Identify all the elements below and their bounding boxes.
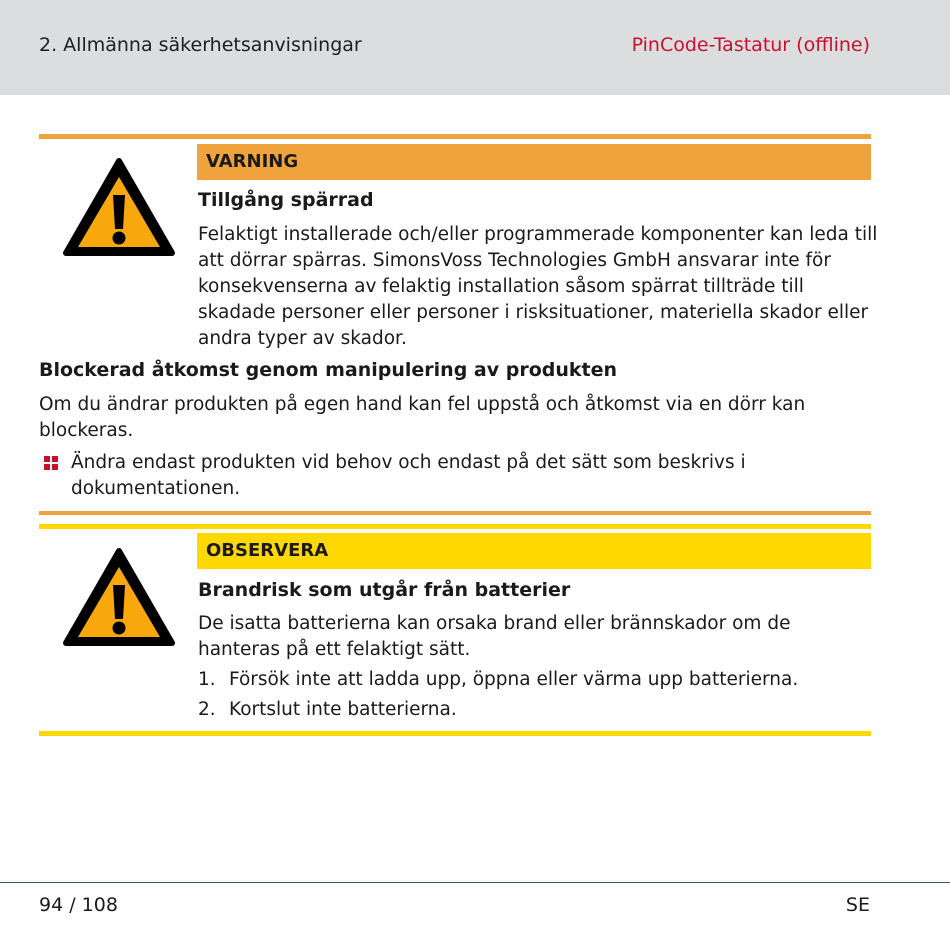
list-text: Kortslut inte batterierna. (229, 699, 457, 720)
list-text: Försök inte att ladda upp, öppna eller värma upp batterierna. (229, 669, 799, 690)
list-number: 2. (198, 699, 216, 720)
section-paragraph: Om du ändrar produkten på egen hand kan fel uppstå och åtkomst via en dörr kan blockeras. (39, 394, 806, 441)
warning-label: VARNING (197, 144, 871, 180)
warning-body: Felaktigt installerade och/eller programmerade komponenter kan leda till att dörrar spärras. SimonsVoss Technologies GmbH ansvarar inte för konsekvenserna av felaktig installation såsom spärrat tillträde till skadade personer eller personer i risksituationer, materiella skador eller andra typer av skador. (198, 224, 878, 349)
notice-label: OBSERVERA (197, 533, 871, 569)
list-number: 1. (198, 669, 216, 690)
list-item (198, 667, 798, 693)
notice-bottom-rule (39, 731, 871, 736)
warning-bottom-rule (39, 511, 871, 515)
language-code: SE (845, 894, 870, 916)
notice-body: De isatta batterierna kan orsaka brand eller brännskador om de hanteras på ett felaktigt sätt. (198, 613, 791, 660)
list-item (198, 697, 457, 723)
section-heading: Blockerad åtkomst genom manipulering av produkten (39, 359, 618, 381)
section-title: 2. Allmänna säkerhetsanvisningar (39, 34, 362, 56)
red-square-bullet-icon (44, 456, 58, 470)
page-header (0, 0, 950, 95)
footer-divider (0, 882, 950, 883)
warning-title: Tillgång spärrad (198, 189, 374, 211)
bullet-text: Ändra endast produkten vid behov och endast på det sätt som beskrivs i dokumentationen. (71, 452, 746, 499)
page-number: 94 / 108 (39, 894, 118, 916)
warning-top-rule (39, 134, 871, 139)
notice-top-rule (39, 524, 871, 529)
product-title: PinCode-Tastatur (offline) (631, 34, 870, 56)
warning-triangle-icon (62, 157, 176, 257)
notice-title: Brandrisk som utgår från batterier (198, 579, 571, 601)
warning-triangle-icon (62, 547, 176, 647)
